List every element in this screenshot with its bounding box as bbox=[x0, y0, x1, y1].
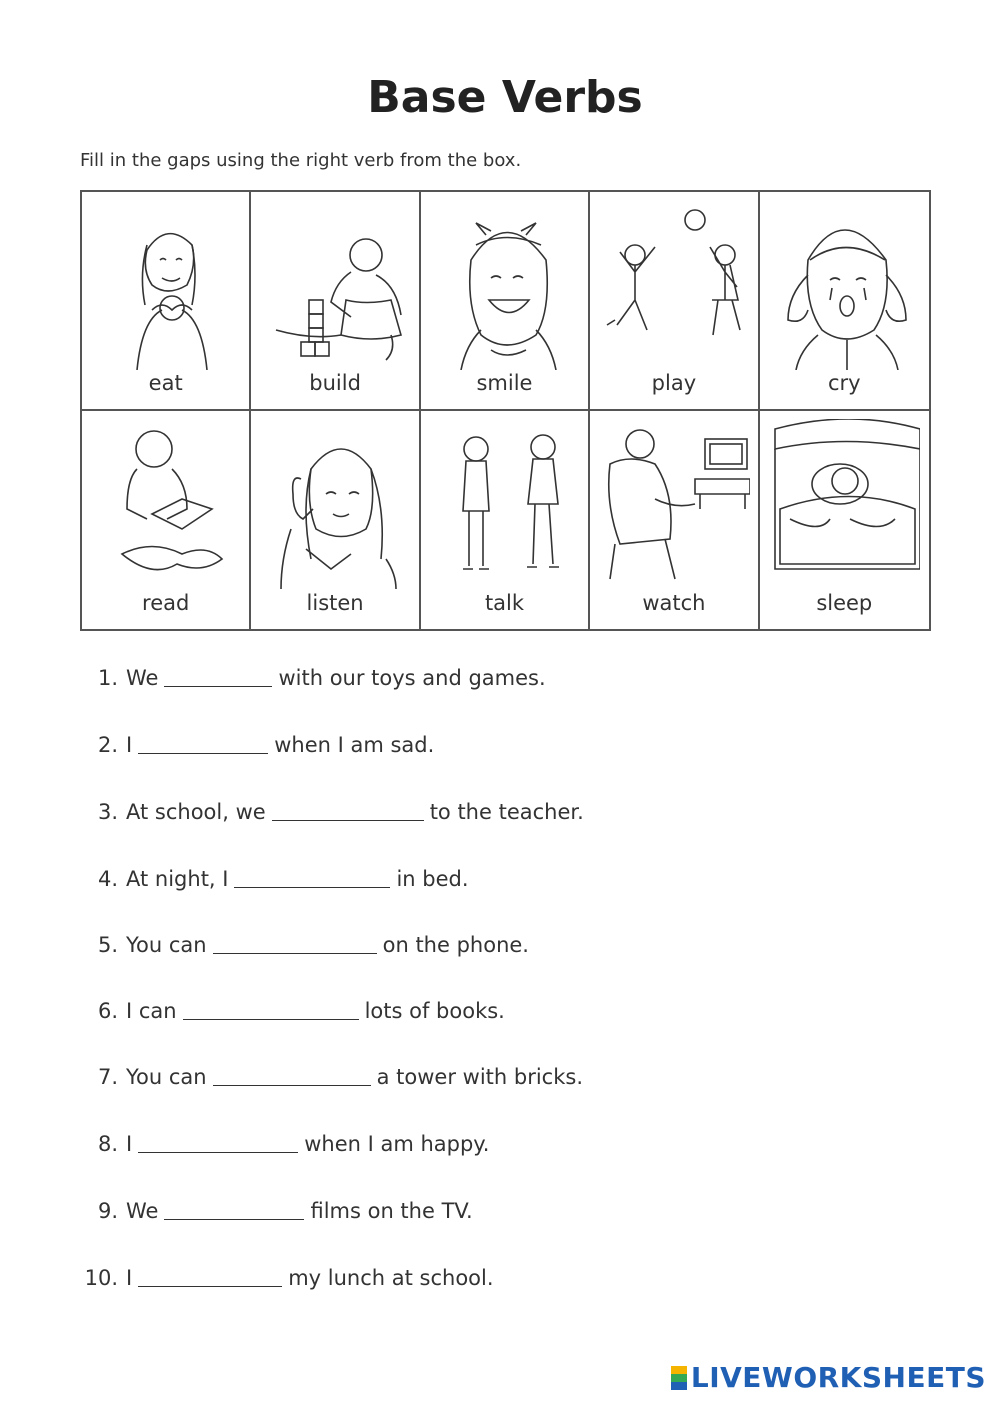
sentence-end: a tower with bricks. bbox=[376, 1065, 583, 1089]
sentence-2 bbox=[80, 727, 434, 763]
child-eating-icon bbox=[92, 200, 242, 370]
verb-card-play bbox=[590, 192, 759, 411]
sentence-end: my lunch at school. bbox=[288, 1266, 494, 1290]
sentence-start: I bbox=[126, 1266, 133, 1290]
verb-card-sleep bbox=[760, 411, 929, 630]
liveworksheets-logo-icon bbox=[671, 1366, 687, 1390]
verb-label: read bbox=[142, 591, 190, 615]
blank-field[interactable] bbox=[164, 662, 272, 687]
sentence-end: with our toys and games. bbox=[278, 666, 546, 690]
blank-field[interactable] bbox=[138, 1128, 298, 1153]
sentence-start: I bbox=[126, 1132, 133, 1156]
sentence-number: 5. bbox=[97, 933, 118, 957]
girl-crying-icon bbox=[770, 200, 920, 370]
sentence-7 bbox=[80, 1059, 583, 1095]
boy-reading-icon bbox=[92, 419, 242, 589]
verb-card-watch bbox=[590, 411, 759, 630]
children-playing-ball-icon bbox=[600, 200, 750, 370]
sentence-number: 10. bbox=[84, 1266, 118, 1290]
verb-card-build bbox=[251, 192, 420, 411]
instructions: Fill in the gaps using the right verb from the box. bbox=[80, 150, 522, 171]
sentence-number: 2. bbox=[97, 733, 118, 757]
blank-field[interactable] bbox=[164, 1195, 304, 1220]
sentence-end: in bed. bbox=[396, 867, 469, 891]
girl-smiling-icon bbox=[431, 200, 581, 370]
sentence-number: 3. bbox=[97, 800, 118, 824]
sentence-start: You can bbox=[126, 1065, 207, 1089]
blank-field[interactable] bbox=[234, 863, 390, 888]
verb-label: smile bbox=[476, 370, 533, 395]
sentence-number: 7. bbox=[97, 1065, 118, 1089]
sentence-end: when I am sad. bbox=[274, 733, 435, 757]
sentence-end: when I am happy. bbox=[304, 1132, 490, 1156]
blank-field[interactable] bbox=[213, 929, 377, 954]
verb-label: talk bbox=[484, 591, 525, 615]
sentence-number: 1. bbox=[97, 666, 118, 690]
sentence-start: You can bbox=[126, 933, 207, 957]
sentence-number: 4. bbox=[97, 867, 118, 891]
child-sleeping-icon bbox=[770, 419, 920, 589]
people-talking-icon bbox=[431, 419, 581, 589]
sentence-start: I bbox=[126, 733, 133, 757]
sentence-5 bbox=[80, 927, 529, 963]
verb-label: sleep bbox=[816, 591, 873, 615]
blank-field[interactable] bbox=[272, 796, 424, 821]
girl-listening-icon bbox=[261, 419, 411, 589]
sentence-start: We bbox=[126, 666, 159, 690]
verb-label: eat bbox=[148, 370, 183, 395]
verb-card-listen bbox=[251, 411, 420, 630]
sentence-1 bbox=[80, 660, 546, 696]
verb-box bbox=[80, 190, 931, 631]
sentence-4 bbox=[80, 861, 469, 897]
sentence-number: 6. bbox=[97, 999, 118, 1023]
sentence-end: to the teacher. bbox=[429, 800, 584, 824]
blank-field[interactable] bbox=[183, 995, 359, 1020]
sentence-start: At school, we bbox=[126, 800, 266, 824]
verb-card-talk bbox=[421, 411, 590, 630]
blank-field[interactable] bbox=[138, 729, 268, 754]
sentence-end: lots of books. bbox=[364, 999, 505, 1023]
verb-label: listen bbox=[306, 591, 364, 615]
sentence-3 bbox=[80, 794, 584, 830]
verb-label: play bbox=[651, 370, 697, 395]
sentence-end: films on the TV. bbox=[310, 1199, 473, 1223]
verb-label: cry bbox=[827, 370, 861, 395]
verb-label: watch bbox=[642, 591, 706, 615]
verb-card-read bbox=[82, 411, 251, 630]
person-watching-tv-icon bbox=[600, 419, 750, 589]
sentence-number: 9. bbox=[97, 1199, 118, 1223]
blank-field[interactable] bbox=[213, 1061, 371, 1086]
verb-card-cry bbox=[760, 192, 929, 411]
sentence-end: on the phone. bbox=[382, 933, 529, 957]
liveworksheets-logo[interactable] bbox=[671, 1361, 986, 1394]
sentence-10 bbox=[80, 1260, 494, 1296]
sentence-6 bbox=[80, 993, 505, 1029]
brand-name: LIVEWORKSHEETS bbox=[690, 1361, 986, 1394]
sentence-number: 8. bbox=[97, 1132, 118, 1156]
worksheet-title: Base Verbs bbox=[367, 72, 643, 123]
verb-card-eat bbox=[82, 192, 251, 411]
sentence-8 bbox=[80, 1126, 489, 1162]
verb-label: build bbox=[309, 370, 361, 395]
verb-card-smile bbox=[421, 192, 590, 411]
sentence-start: I can bbox=[126, 999, 177, 1023]
blank-field[interactable] bbox=[138, 1262, 282, 1287]
child-building-blocks-icon bbox=[261, 200, 411, 370]
sentence-9 bbox=[80, 1193, 473, 1229]
sentence-start: We bbox=[126, 1199, 159, 1223]
sentence-start: At night, I bbox=[126, 867, 229, 891]
